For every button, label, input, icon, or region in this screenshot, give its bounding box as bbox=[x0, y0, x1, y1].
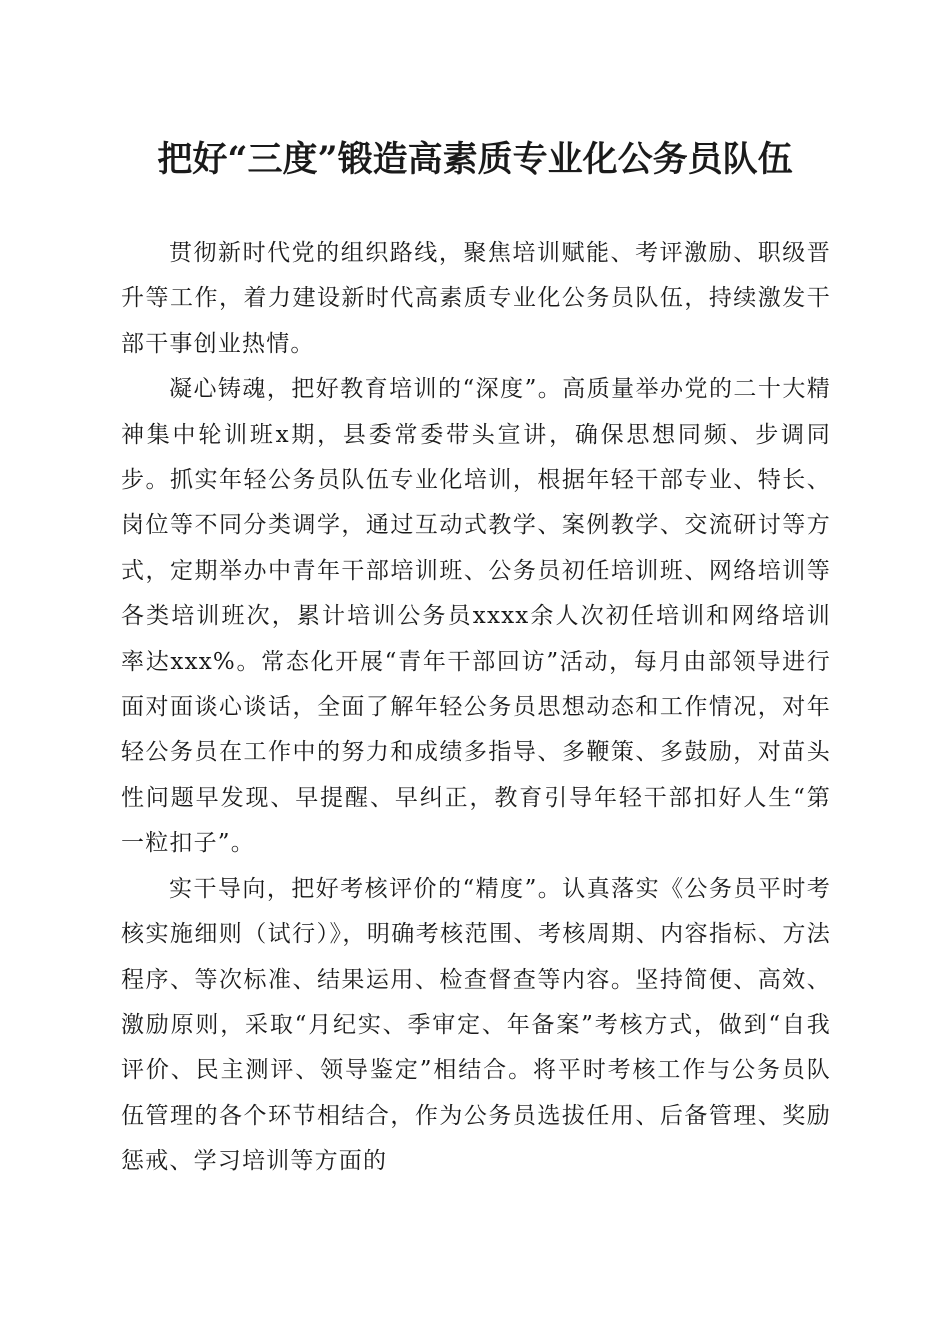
document-body bbox=[121, 231, 831, 1185]
paragraph-assessment: 实干导向，把好考核评价的“精度”。认真落实《公务员平时考核实施细则（试行）》，明确考核范围、考核周期、内容指标、方法程序、等次标准、结果运用、检查督查等内容。坚持简便、高效、激励原则，采取“月纪实、季审定、年备案”考核方式，做到“自我评价、民主测评、领导鉴定”相结合。将平时考核工作与公务员队伍管理的各个环节相结合，作为公务员选拔任用、后备管理、奖励惩戒、学习培训等方面的 bbox=[121, 875, 831, 1175]
document-title: 把好“三度”锻造高素质专业化公务员队伍 bbox=[157, 139, 793, 180]
paragraph-intro: 贯彻新时代党的组织路线，聚焦培训赋能、考评激励、职级晋升等工作，着力建设新时代高素质专业化公务员队伍，持续激发干部干事创业热情。 bbox=[121, 240, 831, 357]
paragraph-training: 凝心铸魂，把好教育培训的“深度”。高质量举办党的二十大精神集中轮训班x期，县委常委带头宣讲，确保思想同频、步调同步。抓实年轻公务员队伍专业化培训，根据年轻干部专业、特长、岗位等不同分类调学，通过互动式教学、案例教学、交流研讨等方式，定期举办中青年干部培训班、公务员初任培训班、网络培训等各类培训班次，累计培训公务员xxxx余人次初任培训和网络培训率达xxx%。常态化开展“青年干部回访”活动，每月由部领导进行面对面谈心谈话，全面了解年轻公务员思想动态和工作情况，对年轻公务员在工作中的努力和成绩多指导、多鞭策、多鼓励，对苗头性问题早发现、早提醒、早纠正，教育引导年轻干部扣好人生“第一粒扣子”。 bbox=[121, 376, 831, 857]
